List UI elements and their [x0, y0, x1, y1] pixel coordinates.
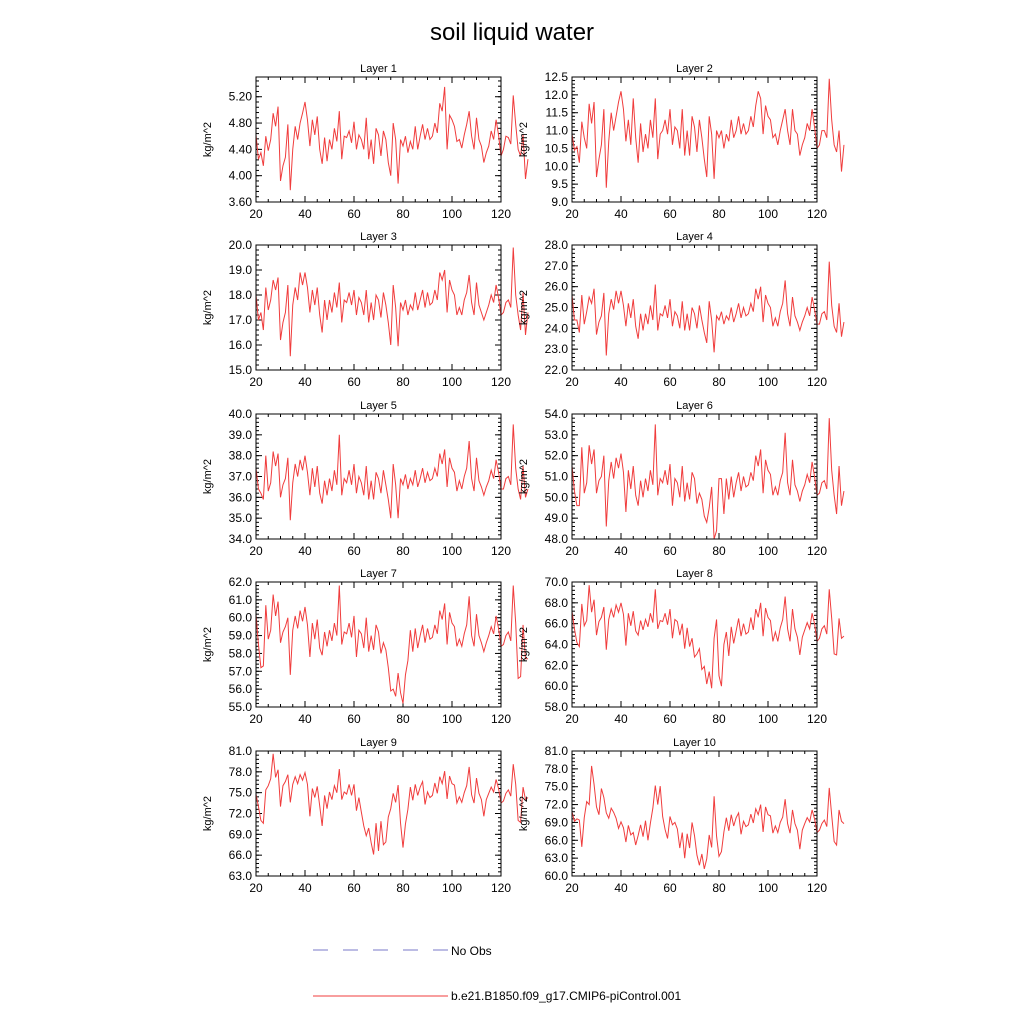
x-tick-label: 80 — [396, 712, 410, 726]
y-tick-label: 50.0 — [544, 490, 568, 505]
y-tick-label: 35.0 — [228, 511, 252, 526]
y-tick-label: 60.0 — [544, 679, 568, 694]
x-tick-label: 100 — [757, 207, 779, 221]
y-tick-label: 12.5 — [544, 70, 568, 84]
series-line — [256, 586, 528, 704]
y-tick-label: 51.0 — [544, 469, 568, 484]
panel-title: Layer 9 — [360, 737, 397, 749]
y-tick-label: 62.0 — [228, 575, 252, 589]
legend — [313, 944, 681, 1003]
x-tick-label: 80 — [396, 544, 410, 558]
y-tick-label: 78.0 — [544, 761, 568, 776]
x-tick-label: 20 — [249, 544, 263, 558]
y-tick-label: 15.0 — [228, 363, 252, 377]
y-tick-label: 27.0 — [544, 258, 568, 273]
x-tick-label: 20 — [565, 375, 579, 389]
y-tick-label: 69.0 — [228, 827, 252, 842]
y-tick-label: 11.0 — [545, 123, 568, 138]
x-tick-label: 120 — [806, 207, 828, 221]
y-tick-label: 25.0 — [544, 300, 568, 315]
x-tick-label: 80 — [712, 375, 726, 389]
y-tick-label: 59.0 — [228, 628, 252, 643]
x-tick-label: 80 — [712, 544, 726, 558]
y-tick-label: 75.0 — [228, 785, 252, 800]
plot-frame — [572, 245, 817, 370]
panel-title: Layer 4 — [676, 231, 713, 243]
y-tick-label: 4.80 — [228, 116, 252, 131]
panel-title: Layer 10 — [673, 737, 716, 749]
series-line — [572, 585, 844, 688]
panel-title: Layer 2 — [676, 63, 713, 75]
x-tick-label: 20 — [249, 207, 263, 221]
x-tick-label: 40 — [614, 712, 628, 726]
y-tick-label: 66.0 — [544, 833, 568, 848]
x-tick-label: 120 — [806, 712, 828, 726]
y-tick-label: 61.0 — [228, 592, 252, 607]
y-tick-label: 4.40 — [228, 142, 252, 157]
x-tick-label: 40 — [298, 881, 312, 895]
series-line — [256, 424, 528, 520]
y-tick-label: 40.0 — [228, 407, 252, 421]
x-tick-label: 60 — [663, 712, 677, 726]
x-tick-label: 60 — [663, 207, 677, 221]
panel-4 — [518, 231, 844, 389]
panel-7 — [202, 568, 528, 726]
y-axis-label: kg/m^2 — [202, 458, 214, 495]
y-tick-label: 72.0 — [228, 806, 252, 821]
y-tick-label: 60.0 — [228, 610, 252, 625]
x-tick-label: 20 — [565, 544, 579, 558]
x-tick-label: 100 — [757, 544, 779, 558]
x-tick-label: 40 — [614, 375, 628, 389]
x-tick-label: 60 — [347, 712, 361, 726]
x-tick-label: 60 — [347, 207, 361, 221]
plot-frame — [572, 414, 817, 539]
y-tick-label: 16.0 — [228, 338, 252, 352]
panel-8 — [518, 568, 844, 726]
y-tick-label: 66.0 — [228, 848, 252, 863]
y-tick-label: 70.0 — [544, 575, 568, 589]
x-tick-label: 100 — [441, 375, 463, 389]
y-tick-label: 81.0 — [228, 744, 252, 758]
y-tick-label: 69.0 — [544, 815, 568, 830]
y-tick-label: 57.0 — [228, 664, 252, 679]
y-tick-label: 54.0 — [544, 407, 568, 421]
y-tick-label: 66.0 — [544, 616, 568, 631]
x-tick-label: 60 — [663, 881, 677, 895]
y-tick-label: 78.0 — [228, 764, 252, 779]
series-line — [256, 87, 528, 190]
y-tick-label: 18.0 — [228, 288, 252, 302]
y-tick-label: 37.0 — [228, 469, 252, 484]
y-tick-label: 23.0 — [544, 342, 568, 357]
x-tick-label: 60 — [347, 544, 361, 558]
y-tick-label: 49.0 — [544, 511, 568, 526]
x-tick-label: 120 — [806, 881, 828, 895]
y-tick-label: 56.0 — [228, 682, 252, 697]
panel-title: Layer 5 — [360, 400, 397, 412]
y-tick-label: 52.0 — [544, 448, 568, 463]
x-tick-label: 60 — [663, 375, 677, 389]
x-tick-label: 100 — [441, 712, 463, 726]
y-tick-label: 81.0 — [544, 744, 568, 758]
panel-3 — [202, 231, 528, 389]
y-tick-label: 53.0 — [544, 427, 568, 442]
figure-title: soil liquid water — [429, 19, 595, 46]
y-tick-label: 63.0 — [228, 869, 252, 883]
x-tick-label: 80 — [712, 712, 726, 726]
series-line — [572, 418, 844, 539]
x-tick-label: 80 — [712, 881, 726, 895]
y-tick-label: 60.0 — [544, 869, 568, 883]
x-tick-label: 100 — [757, 712, 779, 726]
x-tick-label: 20 — [565, 881, 579, 895]
y-tick-label: 28.0 — [544, 238, 568, 252]
x-tick-label: 60 — [663, 544, 677, 558]
x-tick-label: 120 — [806, 544, 828, 558]
y-tick-label: 64.0 — [544, 637, 568, 652]
x-tick-label: 120 — [490, 207, 512, 221]
y-tick-label: 9.5 — [551, 177, 568, 192]
y-tick-label: 10.5 — [544, 141, 568, 156]
y-tick-label: 34.0 — [228, 532, 252, 546]
panel-1 — [202, 63, 528, 221]
x-tick-label: 20 — [565, 207, 579, 221]
y-tick-label: 55.0 — [228, 700, 252, 714]
x-tick-label: 120 — [490, 881, 512, 895]
x-tick-label: 80 — [396, 207, 410, 221]
y-tick-label: 38.0 — [228, 448, 252, 463]
x-tick-label: 100 — [757, 881, 779, 895]
y-axis-label: kg/m^2 — [202, 289, 214, 326]
y-axis-label: kg/m^2 — [518, 795, 530, 832]
x-tick-label: 20 — [565, 712, 579, 726]
y-tick-label: 20.0 — [228, 238, 252, 252]
y-tick-label: 68.0 — [544, 595, 568, 610]
panel-title: Layer 8 — [676, 568, 713, 580]
x-tick-label: 40 — [614, 544, 628, 558]
panel-title: Layer 3 — [360, 231, 397, 243]
y-tick-label: 58.0 — [228, 646, 252, 661]
panels-grid — [202, 63, 844, 895]
x-tick-label: 40 — [614, 207, 628, 221]
y-tick-label: 5.20 — [228, 89, 252, 104]
plot-frame — [256, 77, 501, 202]
x-tick-label: 40 — [298, 375, 312, 389]
x-tick-label: 40 — [298, 207, 312, 221]
panel-10 — [518, 737, 844, 895]
y-axis-label: kg/m^2 — [202, 626, 214, 663]
x-tick-label: 120 — [806, 375, 828, 389]
y-tick-label: 62.0 — [544, 658, 568, 673]
y-tick-label: 75.0 — [544, 779, 568, 794]
x-tick-label: 20 — [249, 881, 263, 895]
y-tick-label: 48.0 — [544, 532, 568, 546]
panel-2 — [518, 63, 844, 221]
y-axis-label: kg/m^2 — [518, 121, 530, 158]
y-tick-label: 72.0 — [544, 797, 568, 812]
panel-title: Layer 7 — [360, 568, 397, 580]
series-line — [256, 754, 528, 855]
y-tick-label: 3.60 — [228, 195, 252, 209]
y-tick-label: 9.0 — [551, 195, 568, 209]
x-tick-label: 120 — [490, 712, 512, 726]
y-axis-label: kg/m^2 — [202, 795, 214, 832]
y-tick-label: 17.0 — [228, 313, 252, 327]
x-tick-label: 60 — [347, 881, 361, 895]
series-line — [256, 248, 528, 357]
y-tick-label: 19.0 — [228, 263, 252, 277]
y-tick-label: 10.0 — [544, 159, 568, 174]
y-axis-label: kg/m^2 — [518, 289, 530, 326]
series-line — [572, 262, 844, 356]
y-tick-label: 22.0 — [544, 363, 568, 377]
y-tick-label: 58.0 — [544, 700, 568, 714]
plot-frame — [572, 582, 817, 707]
plot-frame — [256, 582, 501, 707]
series-line — [572, 79, 844, 188]
x-tick-label: 120 — [490, 544, 512, 558]
x-tick-label: 40 — [298, 712, 312, 726]
series-line — [572, 766, 844, 869]
x-tick-label: 40 — [614, 881, 628, 895]
y-tick-label: 24.0 — [544, 321, 568, 336]
x-tick-label: 40 — [298, 544, 312, 558]
y-tick-label: 39.0 — [228, 427, 252, 442]
x-tick-label: 20 — [249, 375, 263, 389]
legend-label-model: b.e21.B1850.f09_g17.CMIP6-piControl.001 — [451, 989, 682, 1003]
panel-9 — [202, 737, 528, 895]
x-tick-label: 100 — [757, 375, 779, 389]
legend-label-no-obs: No Obs — [451, 944, 492, 958]
x-tick-label: 60 — [347, 375, 361, 389]
y-tick-label: 12.0 — [544, 87, 568, 102]
x-tick-label: 80 — [396, 375, 410, 389]
x-tick-label: 100 — [441, 881, 463, 895]
y-axis-label: kg/m^2 — [518, 458, 530, 495]
panel-6 — [518, 400, 844, 558]
y-tick-label: 26.0 — [544, 279, 568, 294]
y-axis-label: kg/m^2 — [518, 626, 530, 663]
plot-frame — [256, 751, 501, 876]
x-tick-label: 80 — [712, 207, 726, 221]
panel-title: Layer 6 — [676, 400, 713, 412]
y-axis-label: kg/m^2 — [202, 121, 214, 158]
x-tick-label: 100 — [441, 207, 463, 221]
panel-5 — [202, 400, 528, 558]
plot-frame — [572, 751, 817, 876]
panel-title: Layer 1 — [360, 63, 397, 75]
y-tick-label: 11.5 — [545, 105, 568, 120]
x-tick-label: 20 — [249, 712, 263, 726]
x-tick-label: 80 — [396, 881, 410, 895]
y-tick-label: 63.0 — [544, 851, 568, 866]
x-tick-label: 120 — [490, 375, 512, 389]
x-tick-label: 100 — [441, 544, 463, 558]
y-tick-label: 36.0 — [228, 490, 252, 505]
y-tick-label: 4.00 — [228, 168, 252, 183]
